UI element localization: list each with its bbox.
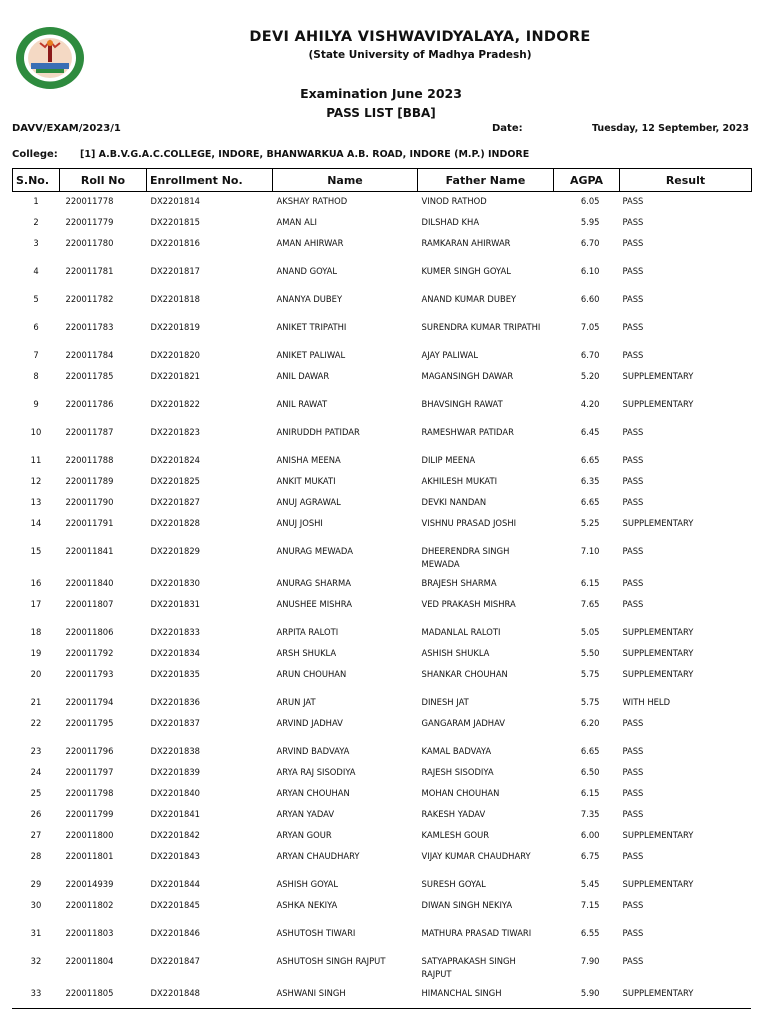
cell-name: ANKIT MUKATI — [276, 476, 336, 486]
college-value: [1] A.B.V.G.A.C.COLLEGE, INDORE, BHANWARKUA A.B. ROAD, INDORE (M.P.) INDORE — [80, 149, 530, 160]
cell-agpa: 4.20 — [580, 399, 600, 409]
table-row — [13, 472, 752, 493]
cell-roll: 220011799 — [65, 809, 114, 819]
cell-name: ASHISH GOYAL — [276, 879, 339, 889]
cell-roll: 220011794 — [65, 697, 114, 707]
cell-agpa: 6.20 — [580, 718, 600, 728]
cell-enrollment: DX2201833 — [150, 627, 200, 637]
cell-father: HIMANCHAL SINGH — [421, 988, 502, 998]
cell-result: PASS — [622, 217, 644, 227]
cell-enrollment: DX2201817 — [150, 266, 200, 276]
cell-sno: 9 — [33, 399, 39, 409]
cell-father: RAJESH SISODIYA — [421, 767, 494, 777]
cell-roll: 220011783 — [65, 322, 114, 332]
university-title: DEVI AHILYA VISHWAVIDYALAYA, INDORE — [249, 29, 591, 45]
cell-result: PASS — [622, 546, 644, 556]
cell-enrollment: DX2201843 — [150, 851, 200, 861]
table-row — [13, 290, 752, 318]
cell-name: ARYAN CHAUDHARY — [276, 851, 360, 861]
cell-roll: 220011781 — [65, 266, 114, 276]
cell-result: PASS — [622, 578, 644, 588]
cell-agpa: 6.35 — [580, 476, 600, 486]
cell-enrollment: DX2201819 — [150, 322, 200, 332]
table-row — [13, 318, 752, 346]
table-row — [13, 784, 752, 805]
col-agpa-header: AGPA — [554, 169, 620, 192]
cell-sno: 31 — [30, 928, 42, 938]
cell-father: ASHISH SHUKLA — [421, 648, 490, 658]
cell-roll: 220014939 — [65, 879, 114, 889]
reference-number: DAVV/EXAM/2023/1 — [12, 123, 121, 134]
cell-agpa: 6.75 — [580, 851, 600, 861]
table-row — [13, 665, 752, 693]
cell-sno: 24 — [30, 767, 42, 777]
cell-agpa: 5.05 — [580, 627, 600, 637]
table-row — [13, 192, 752, 214]
cell-sno: 13 — [30, 497, 42, 507]
cell-roll: 220011779 — [65, 217, 114, 227]
cell-result: PASS — [622, 928, 644, 938]
cell-sno: 10 — [30, 427, 42, 437]
cell-father: GANGARAM JADHAV — [421, 718, 506, 728]
cell-result: PASS — [622, 322, 644, 332]
cell-sno: 26 — [30, 809, 42, 819]
cell-name: ARVIND JADHAV — [276, 718, 343, 728]
cell-name: ARUN CHOUHAN — [276, 669, 347, 679]
cell-agpa: 6.50 — [580, 767, 600, 777]
cell-father: SHANKAR CHOUHAN — [421, 669, 508, 679]
cell-name: AKSHAY RATHOD — [276, 196, 348, 206]
table-row — [13, 984, 752, 1005]
cell-agpa: 6.65 — [580, 746, 600, 756]
cell-sno: 11 — [30, 455, 42, 465]
cell-sno: 20 — [30, 669, 42, 679]
cell-father: VED PRAKASH MISHRA — [421, 599, 516, 609]
cell-roll: 220011789 — [65, 476, 114, 486]
cell-enrollment: DX2201836 — [150, 697, 200, 707]
cell-sno: 12 — [30, 476, 42, 486]
cell-name: ANIKET TRIPATHI — [276, 322, 347, 332]
cell-sno: 15 — [30, 546, 42, 556]
date-value: Tuesday, 12 September, 2023 — [592, 123, 749, 134]
cell-result: SUPPLEMENTARY — [622, 988, 694, 998]
cell-enrollment: DX2201821 — [150, 371, 200, 381]
cell-sno: 17 — [30, 599, 42, 609]
table-row — [13, 574, 752, 595]
cell-enrollment: DX2201824 — [150, 455, 200, 465]
cell-agpa: 5.25 — [580, 518, 600, 528]
cell-enrollment: DX2201829 — [150, 546, 200, 556]
cell-father: SURENDRA KUMAR TRIPATHI — [421, 322, 541, 332]
cell-sno: 16 — [30, 578, 42, 588]
cell-enrollment: DX2201846 — [150, 928, 200, 938]
cell-name: ARSH SHUKLA — [276, 648, 337, 658]
table-row — [13, 213, 752, 234]
cell-enrollment: DX2201818 — [150, 294, 200, 304]
cell-roll: 220011786 — [65, 399, 114, 409]
cell-sno: 6 — [33, 322, 39, 332]
cell-name: ANISHA MEENA — [276, 455, 341, 465]
cell-agpa: 6.05 — [580, 196, 600, 206]
cell-result: PASS — [622, 427, 644, 437]
table-row — [13, 763, 752, 784]
table-row — [13, 924, 752, 952]
cell-result: SUPPLEMENTARY — [622, 830, 694, 840]
cell-father: KAMAL BADVAYA — [421, 746, 492, 756]
cell-name: ANIKET PALIWAL — [276, 350, 346, 360]
cell-agpa: 5.20 — [580, 371, 600, 381]
table-row — [13, 952, 752, 984]
col-roll-header: Roll No — [60, 169, 147, 192]
table-row — [13, 693, 752, 714]
cell-sno: 2 — [33, 217, 39, 227]
cell-name: AMAN ALI — [276, 217, 317, 227]
table-row — [13, 896, 752, 924]
cell-name: ARYAN CHOUHAN — [276, 788, 350, 798]
cell-sno: 25 — [30, 788, 42, 798]
cell-agpa: 5.45 — [580, 879, 600, 889]
cell-father: DIWAN SINGH NEKIYA — [421, 900, 513, 910]
cell-enrollment: DX2201820 — [150, 350, 200, 360]
cell-result: SUPPLEMENTARY — [622, 518, 694, 528]
cell-father: DILIP MEENA — [421, 455, 476, 465]
cell-roll: 220011803 — [65, 928, 114, 938]
cell-father: VIJAY KUMAR CHAUDHARY — [421, 851, 531, 861]
cell-agpa: 6.10 — [580, 266, 600, 276]
table-row — [13, 742, 752, 763]
cell-enrollment: DX2201839 — [150, 767, 200, 777]
cell-result: PASS — [622, 900, 644, 910]
cell-sno: 3 — [33, 238, 39, 248]
cell-enrollment: DX2201831 — [150, 599, 200, 609]
cell-sno: 8 — [33, 371, 39, 381]
cell-name: ANUSHEE MISHRA — [276, 599, 353, 609]
date-label: Date: — [492, 123, 523, 134]
cell-enrollment: DX2201834 — [150, 648, 200, 658]
table-row — [13, 234, 752, 262]
cell-result: PASS — [622, 788, 644, 798]
cell-roll: 220011797 — [65, 767, 114, 777]
cell-roll: 220011782 — [65, 294, 114, 304]
table-row — [13, 542, 752, 574]
cell-result: SUPPLEMENTARY — [622, 669, 694, 679]
cell-agpa: 6.65 — [580, 455, 600, 465]
cell-name: ASHUTOSH TIWARI — [276, 928, 356, 938]
cell-enrollment: DX2201844 — [150, 879, 200, 889]
cell-name: ARYAN YADAV — [276, 809, 335, 819]
cell-agpa: 7.35 — [580, 809, 600, 819]
cell-agpa: 5.75 — [580, 697, 600, 707]
exam-title: Examination June 2023 — [300, 86, 462, 101]
col-name-header: Name — [273, 169, 418, 192]
cell-agpa: 6.15 — [580, 788, 600, 798]
cell-name: ARUN JAT — [276, 697, 316, 707]
cell-father: AKHILESH MUKATI — [421, 476, 498, 486]
cell-sno: 32 — [30, 956, 42, 966]
cell-agpa: 5.90 — [580, 988, 600, 998]
cell-roll: 220011807 — [65, 599, 114, 609]
cell-agpa: 6.45 — [580, 427, 600, 437]
college-label: College: — [12, 149, 58, 160]
cell-roll: 220011795 — [65, 718, 114, 728]
pass-list-table — [12, 168, 752, 1005]
cell-agpa: 7.65 — [580, 599, 600, 609]
cell-result: SUPPLEMENTARY — [622, 648, 694, 658]
cell-result: PASS — [622, 718, 644, 728]
cell-father: MADANLAL RALOTI — [421, 627, 501, 637]
cell-agpa: 5.95 — [580, 217, 600, 227]
cell-father: DEVKI NANDAN — [421, 497, 487, 507]
cell-enrollment: DX2201838 — [150, 746, 200, 756]
cell-roll: 220011791 — [65, 518, 114, 528]
cell-enrollment: DX2201845 — [150, 900, 200, 910]
cell-roll: 220011802 — [65, 900, 114, 910]
cell-name: ARYAN GOUR — [276, 830, 332, 840]
cell-agpa: 6.00 — [580, 830, 600, 840]
table-row — [13, 451, 752, 472]
cell-name: ANIL DAWAR — [276, 371, 330, 381]
cell-enrollment: DX2201840 — [150, 788, 200, 798]
cell-roll: 220011805 — [65, 988, 114, 998]
cell-enrollment: DX2201816 — [150, 238, 200, 248]
cell-enrollment: DX2201835 — [150, 669, 200, 679]
cell-agpa: 7.10 — [580, 546, 600, 556]
cell-name: ASHWANI SINGH — [276, 988, 346, 998]
cell-roll: 220011806 — [65, 627, 114, 637]
cell-father: RAMESHWAR PATIDAR — [421, 427, 514, 437]
cell-result: SUPPLEMENTARY — [622, 627, 694, 637]
cell-father: KUMER SINGH GOYAL — [421, 266, 511, 276]
cell-roll: 220011778 — [65, 196, 114, 206]
cell-result: PASS — [622, 767, 644, 777]
cell-enrollment: DX2201837 — [150, 718, 200, 728]
cell-enrollment: DX2201822 — [150, 399, 200, 409]
cell-result: PASS — [622, 266, 644, 276]
cell-father: MAGANSINGH DAWAR — [421, 371, 514, 381]
cell-sno: 7 — [33, 350, 39, 360]
cell-roll: 220011796 — [65, 746, 114, 756]
cell-agpa: 6.55 — [580, 928, 600, 938]
cell-father: SURESH GOYAL — [421, 879, 486, 889]
cell-name: ARVIND BADVAYA — [276, 746, 350, 756]
cell-name: ASHKA NEKIYA — [276, 900, 338, 910]
cell-result: PASS — [622, 956, 644, 966]
cell-roll: 220011793 — [65, 669, 114, 679]
cell-enrollment: DX2201847 — [150, 956, 200, 966]
cell-father: DILSHAD KHA — [421, 217, 480, 227]
table-row — [13, 346, 752, 367]
cell-name: ASHUTOSH SINGH RAJPUT — [276, 956, 386, 966]
cell-result: PASS — [622, 599, 644, 609]
col-enrollment-header: Enrollment No. — [147, 169, 273, 192]
table-bottom-rule — [12, 1008, 751, 1009]
cell-roll: 220011801 — [65, 851, 114, 861]
cell-result: PASS — [622, 455, 644, 465]
table-row — [13, 805, 752, 826]
cell-sno: 21 — [30, 697, 42, 707]
cell-sno: 33 — [30, 988, 42, 998]
cell-result: SUPPLEMENTARY — [622, 399, 694, 409]
table-row — [13, 395, 752, 423]
cell-father: RAMKARAN AHIRWAR — [421, 238, 511, 248]
cell-father: KAMLESH GOUR — [421, 830, 490, 840]
cell-enrollment: DX2201825 — [150, 476, 200, 486]
cell-father: MOHAN CHOUHAN — [421, 788, 500, 798]
cell-sno: 28 — [30, 851, 42, 861]
cell-name: ANURAG SHARMA — [276, 578, 351, 588]
cell-result: SUPPLEMENTARY — [622, 879, 694, 889]
cell-result: PASS — [622, 746, 644, 756]
cell-roll: 220011841 — [65, 546, 114, 556]
cell-name: ANIRUDDH PATIDAR — [276, 427, 360, 437]
cell-enrollment: DX2201828 — [150, 518, 200, 528]
cell-enrollment: DX2201827 — [150, 497, 200, 507]
table-row — [13, 623, 752, 644]
cell-name: ANUJ JOSHI — [276, 518, 323, 528]
cell-roll: 220011788 — [65, 455, 114, 465]
table-row — [13, 514, 752, 542]
cell-enrollment: DX2201815 — [150, 217, 200, 227]
cell-father: MATHURA PRASAD TIWARI — [421, 928, 532, 938]
table-row — [13, 644, 752, 665]
cell-sno: 5 — [33, 294, 39, 304]
cell-father: DHEERENDRA SINGH MEWADA — [421, 546, 510, 569]
cell-agpa: 6.70 — [580, 350, 600, 360]
cell-agpa: 6.60 — [580, 294, 600, 304]
table-row — [13, 367, 752, 395]
table-row — [13, 595, 752, 623]
cell-agpa: 6.65 — [580, 497, 600, 507]
cell-father: DINESH JAT — [421, 697, 469, 707]
cell-name: ANANYA DUBEY — [276, 294, 343, 304]
col-father-header: Father Name — [418, 169, 554, 192]
cell-sno: 4 — [33, 266, 39, 276]
cell-enrollment: DX2201814 — [150, 196, 200, 206]
cell-roll: 220011790 — [65, 497, 114, 507]
cell-name: ANUJ AGRAWAL — [276, 497, 341, 507]
cell-name: ANIL RAWAT — [276, 399, 328, 409]
col-result-header: Result — [620, 169, 752, 192]
cell-roll: 220011800 — [65, 830, 114, 840]
cell-father: VISHNU PRASAD JOSHI — [421, 518, 517, 528]
table-header-row — [13, 169, 752, 192]
cell-sno: 19 — [30, 648, 42, 658]
cell-agpa: 5.75 — [580, 669, 600, 679]
table-row — [13, 847, 752, 875]
cell-result: PASS — [622, 350, 644, 360]
col-sno-header: S.No. — [13, 169, 60, 192]
cell-name: ANURAG MEWADA — [276, 546, 353, 556]
cell-sno: 18 — [30, 627, 42, 637]
cell-father: VINOD RATHOD — [421, 196, 487, 206]
cell-father: BRAJESH SHARMA — [421, 578, 497, 588]
cell-name: ANAND GOYAL — [276, 266, 338, 276]
cell-roll: 220011784 — [65, 350, 114, 360]
cell-roll: 220011780 — [65, 238, 114, 248]
table-row — [13, 423, 752, 451]
table-row — [13, 493, 752, 514]
university-subtitle: (State University of Madhya Pradesh) — [308, 49, 532, 61]
cell-name: AMAN AHIRWAR — [276, 238, 344, 248]
table-row — [13, 714, 752, 742]
cell-enrollment: DX2201830 — [150, 578, 200, 588]
cell-result: SUPPLEMENTARY — [622, 371, 694, 381]
cell-agpa: 6.70 — [580, 238, 600, 248]
cell-agpa: 6.15 — [580, 578, 600, 588]
cell-enrollment: DX2201842 — [150, 830, 200, 840]
cell-result: PASS — [622, 497, 644, 507]
cell-roll: 220011804 — [65, 956, 114, 966]
cell-name: ARYA RAJ SISODIYA — [276, 767, 356, 777]
cell-result: PASS — [622, 294, 644, 304]
cell-father: RAKESH YADAV — [421, 809, 486, 819]
cell-agpa: 5.50 — [580, 648, 600, 658]
cell-enrollment: DX2201841 — [150, 809, 200, 819]
cell-sno: 14 — [30, 518, 42, 528]
list-title: PASS LIST [BBA] — [326, 106, 436, 120]
table-row — [13, 875, 752, 896]
cell-agpa: 7.05 — [580, 322, 600, 332]
cell-sno: 22 — [30, 718, 42, 728]
cell-roll: 220011792 — [65, 648, 114, 658]
cell-enrollment: DX2201848 — [150, 988, 200, 998]
cell-sno: 27 — [30, 830, 42, 840]
cell-roll: 220011785 — [65, 371, 114, 381]
table-row — [13, 262, 752, 290]
cell-father: SATYAPRAKASH SINGH RAJPUT — [421, 956, 516, 979]
cell-father: BHAVSINGH RAWAT — [421, 399, 503, 409]
cell-father: AJAY PALIWAL — [421, 350, 479, 360]
cell-roll: 220011787 — [65, 427, 114, 437]
cell-name: ARPITA RALOTI — [276, 627, 339, 637]
table-row — [13, 826, 752, 847]
cell-result: PASS — [622, 238, 644, 248]
cell-sno: 29 — [30, 879, 42, 889]
cell-result: PASS — [622, 851, 644, 861]
cell-roll: 220011798 — [65, 788, 114, 798]
cell-sno: 1 — [33, 196, 39, 206]
cell-result: PASS — [622, 196, 644, 206]
cell-father: ANAND KUMAR DUBEY — [421, 294, 517, 304]
cell-sno: 30 — [30, 900, 42, 910]
cell-result: WITH HELD — [622, 697, 671, 707]
cell-enrollment: DX2201823 — [150, 427, 200, 437]
cell-result: PASS — [622, 809, 644, 819]
cell-roll: 220011840 — [65, 578, 114, 588]
cell-agpa: 7.90 — [580, 956, 600, 966]
cell-result: PASS — [622, 476, 644, 486]
cell-agpa: 7.15 — [580, 900, 600, 910]
cell-sno: 23 — [30, 746, 42, 756]
